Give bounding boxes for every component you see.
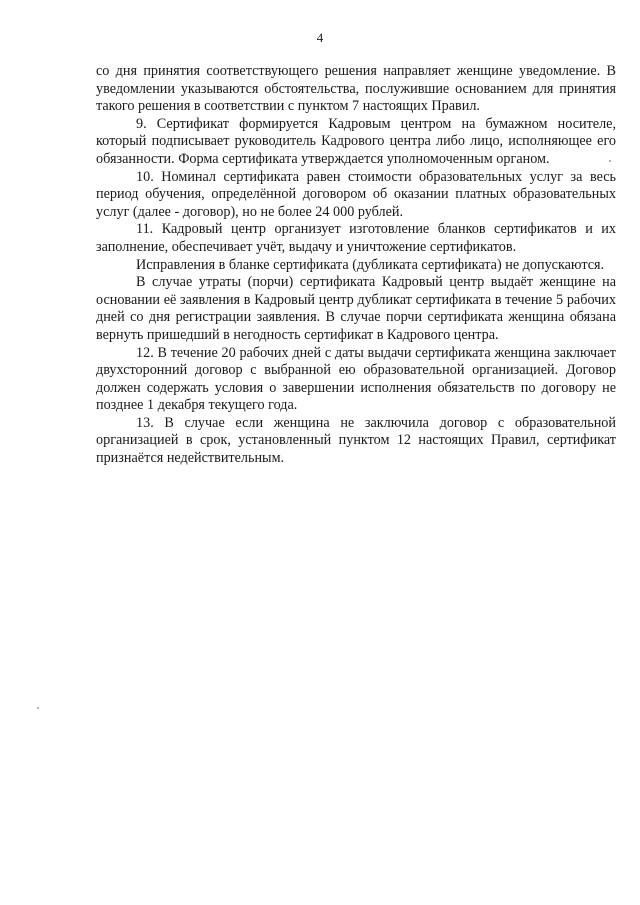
paragraph-duplicate: В случае утраты (порчи) сертификата Кадровый центр выдаёт женщине на основании её заявления в Кадровый центр дубликат сертификата в течение 5 рабочих дней со дня регистрации заявления. В случае порчи сертификата женщина обязана вернуть пришедший в негодность сертификат в Кадрового центра.: [96, 274, 616, 343]
paragraph-item-10: 10. Номинал сертификата равен стоимости образовательных услуг за весь период обучения, определённой договором об оказании платных образовательных услуг (далее - договор), но не более 24 000 рублей.: [96, 168, 616, 220]
paragraph-item-12: 12. В течение 20 рабочих дней с даты выдачи сертификата женщина заключает двухсторонний договор с выбранной ею образовательной организацией. Договор должен содержать условия о завершении исполнения обязательств по договору не позднее 1 декабря текущего года.: [96, 344, 616, 414]
paragraph-item-9: 9. Сертификат формируется Кадровым центром на бумажном носителе, который подписывает руководитель Кадрового центра либо лицо, исполняющее его обязанности. Форма сертификата утверждается уполномоченным органом.: [96, 115, 616, 167]
scan-speck: [609, 160, 611, 162]
paragraph-continuation: со дня принятия соответствующего решения направляет женщине уведомление. В уведомлении указываются обстоятельства, послужившие основанием для принятия такого решения в соответствии с пунктом 7 настоящих Правил.: [96, 63, 616, 115]
paragraph-item-13: 13. В случае если женщина не заключила договор с образовательной организацией в срок, установленный пунктом 12 настоящих Правил, сертификат признаётся недействительным.: [96, 414, 616, 467]
paragraph-item-11: 11. Кадровый центр организует изготовление бланков сертификатов и их заполнение, обеспечивает учёт, выдачу и уничтожение сертификатов.: [96, 221, 616, 255]
document-body: [96, 63, 616, 468]
paragraph-corrections: Исправления в бланке сертификата (дубликата сертификата) не допускаются.: [136, 256, 605, 273]
page-number: 4: [316, 30, 324, 45]
scan-speck: [37, 707, 39, 709]
